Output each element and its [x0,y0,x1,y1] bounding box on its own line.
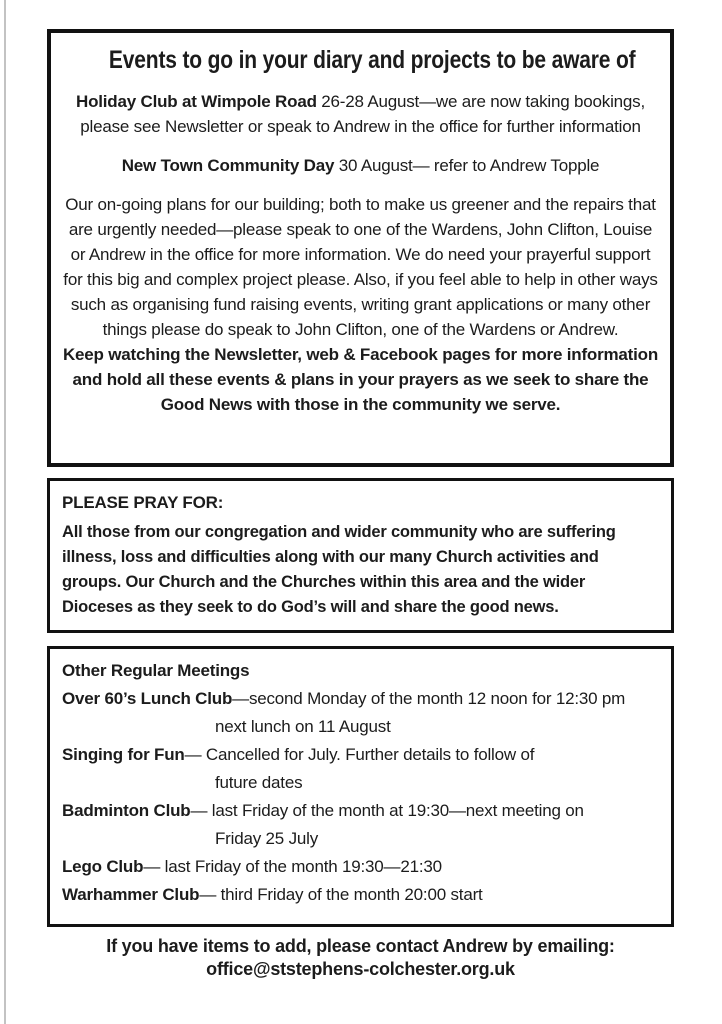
meeting-text: — last Friday of the month 19:30—21:30 [143,857,442,876]
community-day-text: 30 August— refer to Andrew Topple [334,156,600,175]
meeting-row-over-60s-lunch-club [62,686,659,739]
meeting-label: Over 60’s Lunch Club [62,689,233,708]
meeting-text: — last Friday of the month at 19:30—next meeting on [190,801,584,820]
meeting-text: — Cancelled for July. Further details to follow of [184,745,535,764]
footer-contact-note [47,935,674,981]
meeting-label: Warhammer Club [62,885,200,904]
community-day-paragraph [61,153,660,178]
building-plans-paragraph: Our on-going plans for our building; both to make us greener and the repairs that are urgently needed—please speak to one of the Wardens, John Clifton, Louise or Andrew in the office for more information. We do need your prayerful support for this big and complex project please. Also, if you feel able to help in other ways such as organising fund raising events, writing grant applications or many other things please do speak to John Clifton, one of the Wardens or Andrew. [63,195,658,339]
meetings-box [47,646,674,927]
meeting-line [62,854,659,879]
holiday-club-text: 26-28 August—we are now taking bookings, please see Newsletter or speak to Andrew in the office for further information [80,92,645,136]
newsletter-page [47,29,674,981]
meeting-row-badminton-club [62,798,659,851]
events-box-title: Events to go in your diary and projects to be aware of [108,46,636,74]
holiday-club-paragraph [61,89,660,139]
meeting-row-singing-for-fun [62,742,659,795]
footer-email-address: office@ststephens-colchester.org.uk [206,959,515,979]
meeting-continuation: next lunch on 11 August [215,717,391,736]
events-box [47,29,674,467]
meeting-label: Badminton Club [62,801,191,820]
meetings-box-heading: Other Regular Meetings [62,661,250,680]
page-edge-scan-artifact [4,0,6,1024]
pray-box-heading: PLEASE PRAY FOR: [62,493,224,512]
meeting-label: Singing for Fun [62,745,185,764]
meeting-line [62,798,659,823]
keep-watching-paragraph: Keep watching the Newsletter, web & Facebook pages for more information and hold all these events & plans in your prayers as we seek to share the Good News with those in the community we serve. [62,345,659,414]
meeting-text: —second Monday of the month 12 noon for 12:30 pm [232,689,626,708]
meeting-text: — third Friday of the month 20:00 start [199,885,483,904]
meeting-label: Lego Club [62,857,144,876]
meeting-continuation: Friday 25 July [215,829,319,848]
footer-contact-line: If you have items to add, please contact Andrew by emailing: [106,936,615,956]
community-day-label: New Town Community Day [121,156,335,175]
meeting-line [62,742,659,767]
meeting-continuation: future dates [215,773,303,792]
pray-box-body: All those from our congregation and wider community who are suffering illness, loss and difficulties along with our many Church activities and groups. Our Church and the Churches within this area and the wider Dioceses as they seek to do God’s will and share the good news. [62,523,616,616]
meeting-line [62,882,659,907]
meeting-row-lego-club [62,854,659,879]
meeting-line [62,686,659,711]
holiday-club-label: Holiday Club at Wimpole Road [76,92,317,111]
meeting-row-warhammer-club [62,882,659,907]
pray-box [47,478,674,633]
